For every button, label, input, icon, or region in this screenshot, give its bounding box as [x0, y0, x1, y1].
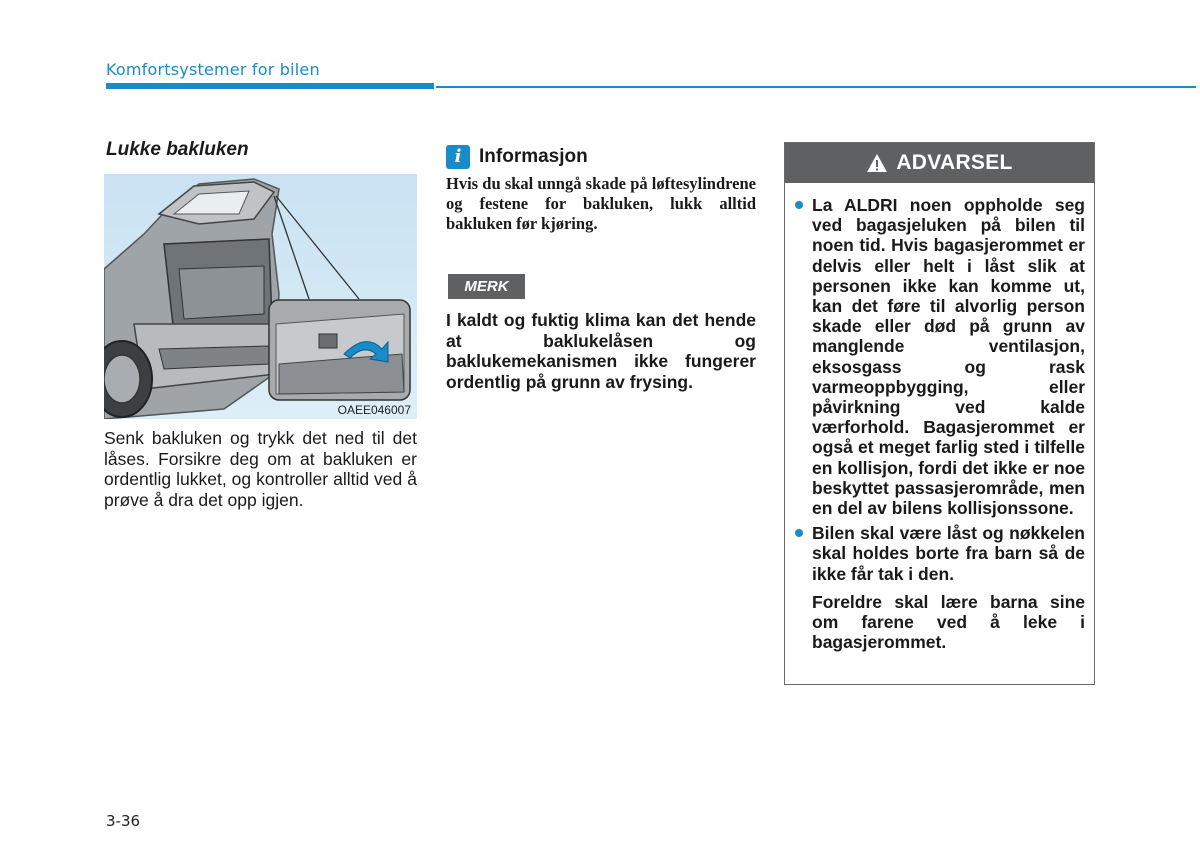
merk-badge: MERK: [448, 274, 525, 299]
body-text: Senk bakluken og trykk det ned til det låses. Forsikre deg om at bakluken er ordentlig lukket, og kontroller alltid ved å prøve å dra det opp igjen.: [104, 428, 417, 510]
info-icon: i: [446, 145, 470, 169]
warning-header: [785, 143, 1094, 183]
bullet-dot-icon: [795, 201, 803, 209]
header-rule-thick: [106, 83, 434, 89]
info-title: Informasjon: [479, 146, 588, 167]
header-title: Komfortsystemer for bilen: [106, 60, 320, 79]
warning-item: [795, 523, 1085, 652]
warning-sub-text: Foreldre skal lære barna sine om farene ved å leke i bagasjerommet.: [812, 591, 1085, 653]
figure-code: OAEE046007: [337, 403, 411, 417]
header-rule-thin: [436, 86, 1196, 88]
merk-text: I kaldt og fuktig klima kan det hende at baklukelåsen og baklukemekanismen ikke fungerer ordentlig på grunn av frysing.: [446, 310, 756, 392]
page-number: 3-36: [106, 812, 141, 830]
warning-triangle-icon: [866, 153, 888, 173]
tailgate-illustration: [104, 174, 417, 419]
warning-item-text: La ALDRI noen oppholde seg ved bagasjeluken på bilen til noen tid. Hvis bagasjerommet er delvis eller helt i låst slik at personen ikke kan komme ut, kan det føre til alvorlig person skade eller død på grunn av manglende ventilasjon, eksosgass og rask varmeoppbygging, eller påvirkning ved kalde værforhold. Bagasjerommet er også et meget farlig sted i tilfelle en kollisjon, fordi det ikke er noe beskyttet passasjerområde, men en del av bilens kollisjonssone.: [812, 195, 1085, 519]
warning-box: [784, 142, 1095, 685]
section-title: Lukke bakluken: [106, 139, 249, 160]
warning-item-text: Bilen skal være låst og nøkkelen skal holdes borte fra barn så de ikke får tak i den.: [812, 523, 1085, 584]
bullet-dot-icon: [795, 529, 803, 537]
warning-list: [795, 195, 1085, 657]
warning-item: [795, 195, 1085, 518]
figure-tailgate: [104, 174, 417, 419]
warning-title: ADVARSEL: [896, 151, 1013, 174]
info-text: Hvis du skal unngå skade på løftesylindrene og festene for bakluken, lukk alltid bakluken før kjøring.: [446, 174, 756, 233]
